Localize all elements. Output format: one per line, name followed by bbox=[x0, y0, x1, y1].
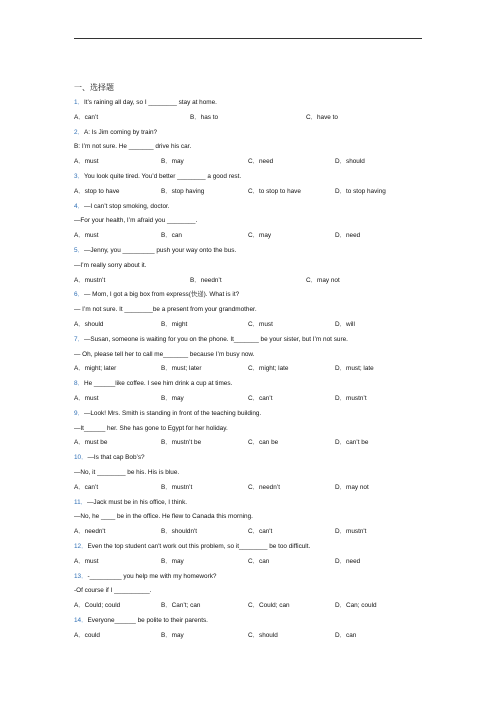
answer-option[interactable]: A．Could; could bbox=[74, 602, 121, 610]
question-stem bbox=[74, 126, 424, 141]
answer-options bbox=[74, 229, 424, 244]
question-dialogue-line bbox=[74, 422, 424, 437]
answer-option[interactable]: B．mustn’t be bbox=[161, 439, 202, 447]
answer-option[interactable]: C．might; late bbox=[248, 365, 289, 373]
question-text: — I’m not sure. It ________be a present from your grandmother. bbox=[74, 306, 257, 314]
answer-option[interactable]: A．must bbox=[74, 232, 99, 240]
question-number: 8． bbox=[74, 380, 84, 388]
question-stem bbox=[74, 570, 424, 585]
question-text: Even the top student can't work out this problem, so it________ be too difficult. bbox=[87, 542, 311, 550]
answer-options bbox=[74, 274, 424, 289]
answer-option[interactable]: C．can't bbox=[248, 528, 273, 536]
answer-option[interactable]: A．must bbox=[74, 394, 99, 402]
question-text: —Jack must be in his office, I think. bbox=[87, 498, 188, 506]
question-text: -_________ you help me with my homework? bbox=[87, 572, 217, 580]
answer-option[interactable]: A．should bbox=[74, 320, 104, 328]
answer-option[interactable]: C．can be bbox=[248, 439, 279, 447]
question-number: 9． bbox=[74, 409, 84, 417]
answer-option[interactable]: C．to stop to have bbox=[248, 187, 301, 195]
question-stem bbox=[74, 244, 424, 259]
answer-option[interactable]: D．can bbox=[335, 631, 357, 639]
question-text: He ______like coffee. I see him drink a cup at times. bbox=[83, 380, 233, 388]
question-text: —It______ her. She has gone to Egypt for her holiday. bbox=[74, 424, 228, 432]
answer-options bbox=[74, 525, 424, 540]
question-stem bbox=[74, 170, 424, 185]
question-text: —I can’t stop smoking, doctor. bbox=[83, 202, 170, 210]
question-number: 12． bbox=[74, 542, 88, 550]
question-number: 3． bbox=[74, 172, 84, 180]
answer-options bbox=[74, 436, 424, 451]
answer-options bbox=[74, 555, 424, 570]
answer-option[interactable]: C．need bbox=[248, 158, 274, 166]
question-number: 4． bbox=[74, 202, 84, 210]
answer-option[interactable]: C．can bbox=[248, 557, 270, 565]
question-number: 14． bbox=[74, 616, 88, 624]
answer-option[interactable]: B．can bbox=[161, 232, 182, 240]
answer-option[interactable]: A．might; later bbox=[74, 365, 117, 373]
answer-option[interactable]: D．may not bbox=[335, 483, 369, 491]
answer-options bbox=[74, 155, 424, 170]
question-text: -Of course if I __________. bbox=[74, 587, 152, 595]
answer-option[interactable]: B．might bbox=[161, 320, 188, 328]
question-text: —No, he ____ be in the office. He flew to Canada this morning. bbox=[74, 513, 253, 521]
answer-options bbox=[74, 362, 424, 377]
question-text: —Jenny, you _________ push your way onto the bus. bbox=[83, 246, 237, 254]
question-text: Everyone______ be polite to their parents. bbox=[87, 616, 208, 624]
answer-option[interactable]: C．have to bbox=[306, 113, 338, 121]
question-number: 11． bbox=[74, 498, 88, 506]
answer-option[interactable]: A．must bbox=[74, 158, 99, 166]
answer-options bbox=[74, 392, 424, 407]
question-number: 5． bbox=[74, 246, 84, 254]
question-stem bbox=[74, 288, 424, 303]
answer-option[interactable]: D．must; late bbox=[335, 365, 374, 373]
answer-option[interactable]: D．Can; could bbox=[335, 602, 377, 610]
answer-option[interactable]: D．will bbox=[335, 320, 355, 328]
answer-option[interactable]: C．should bbox=[248, 631, 278, 639]
question-dialogue-line bbox=[74, 259, 424, 274]
question-stem bbox=[74, 451, 424, 466]
question-text: —For your health, I’m afraid you ________. bbox=[74, 217, 198, 225]
answer-option[interactable]: A．must be bbox=[74, 439, 108, 447]
answer-option[interactable]: A．must bbox=[74, 557, 99, 565]
answer-option[interactable]: A．can’t bbox=[74, 113, 99, 121]
question-number: 7． bbox=[74, 335, 84, 343]
question-text: A: Is Jim coming by train? bbox=[83, 128, 158, 136]
answer-option[interactable]: A．can’t bbox=[74, 483, 99, 491]
answer-options bbox=[74, 111, 424, 126]
question-stem bbox=[74, 496, 424, 511]
question-stem bbox=[74, 614, 424, 629]
answer-option[interactable]: B．may bbox=[161, 394, 184, 402]
question-text: B: I’m not sure. He _______ drive his car. bbox=[74, 143, 192, 151]
question-stem bbox=[74, 200, 424, 215]
answer-option[interactable]: C．must bbox=[248, 320, 273, 328]
answer-option[interactable]: A．could bbox=[74, 631, 100, 639]
question-dialogue-line bbox=[74, 348, 424, 363]
answer-option[interactable]: B．may bbox=[161, 631, 184, 639]
question-list bbox=[74, 82, 424, 643]
section-title: 一、选择题 bbox=[74, 83, 114, 92]
question-text: — Oh, please tell her to call me_______ because I’m busy now. bbox=[74, 350, 255, 358]
question-text: You look quite tired. You’d better ________ a good rest. bbox=[83, 172, 242, 180]
answer-option[interactable]: B．mustn’t bbox=[161, 483, 193, 491]
question-stem bbox=[74, 407, 424, 422]
answer-options bbox=[74, 629, 424, 644]
question-text: —I’m really sorry about it. bbox=[74, 261, 147, 269]
question-number: 2． bbox=[74, 128, 84, 136]
answer-option[interactable]: B．has to bbox=[190, 113, 219, 121]
answer-option[interactable]: D．need bbox=[335, 557, 361, 565]
question-dialogue-line bbox=[74, 584, 424, 599]
answer-option[interactable]: B．needn’t bbox=[190, 276, 222, 284]
question-number: 1． bbox=[74, 99, 84, 106]
answer-option[interactable]: D．need bbox=[335, 232, 361, 240]
answer-option[interactable]: B．stop having bbox=[161, 187, 205, 195]
answer-option[interactable]: B．shouldn't bbox=[161, 528, 198, 536]
answer-option[interactable]: C．may bbox=[248, 232, 272, 240]
question-text: —Look! Mrs. Smith is standing in front of the teaching building. bbox=[83, 409, 262, 417]
answer-option[interactable]: B．Can’t; can bbox=[161, 602, 201, 610]
answer-option[interactable]: B．may bbox=[161, 557, 184, 565]
question-number: 13． bbox=[74, 572, 88, 580]
question-dialogue-line bbox=[74, 466, 424, 481]
question-stem bbox=[74, 333, 424, 348]
answer-options bbox=[74, 318, 424, 333]
answer-options bbox=[74, 599, 424, 614]
question-stem bbox=[74, 540, 424, 555]
answer-option[interactable]: A．stop to have bbox=[74, 187, 120, 195]
question-stem bbox=[74, 377, 424, 392]
question-text: —Susan, someone is waiting for you on the phone. It_______ be your sister, but I’m not sure. bbox=[83, 335, 348, 343]
question-number: 10． bbox=[74, 454, 88, 462]
answer-option[interactable]: C．can’t bbox=[248, 394, 273, 402]
answer-option[interactable]: D．to stop having bbox=[335, 187, 386, 195]
question-text: —Is that cap Bob’s? bbox=[87, 454, 145, 462]
question-text: It’s raining all day, so I ________ stay at home. bbox=[83, 99, 217, 106]
question-dialogue-line bbox=[74, 214, 424, 229]
answer-option[interactable]: B．must; later bbox=[161, 365, 202, 373]
answer-option[interactable]: D．mustn't bbox=[335, 528, 367, 536]
question-number: 6． bbox=[74, 291, 84, 299]
question-stem bbox=[74, 96, 424, 111]
question-dialogue-line bbox=[74, 140, 424, 155]
answer-options bbox=[74, 481, 424, 496]
answer-option[interactable]: C．needn’t bbox=[248, 483, 280, 491]
question-text: —No, it ________ be his. His is blue. bbox=[74, 468, 180, 476]
answer-options bbox=[74, 185, 424, 200]
answer-option[interactable]: C．may not bbox=[306, 276, 340, 284]
answer-option[interactable]: A．mustn’t bbox=[74, 276, 106, 284]
answer-option[interactable]: A．needn't bbox=[74, 528, 106, 536]
answer-option[interactable]: D．should bbox=[335, 158, 365, 166]
question-dialogue-line bbox=[74, 510, 424, 525]
question-text: — Mom, I got a big box from express(快递). What is it? bbox=[83, 291, 240, 299]
answer-option[interactable]: D．mustn’t bbox=[335, 394, 367, 402]
header-rule bbox=[74, 38, 422, 39]
answer-option[interactable]: C．Could; can bbox=[248, 602, 290, 610]
answer-option[interactable]: D．can’t be bbox=[335, 439, 369, 447]
question-dialogue-line bbox=[74, 303, 424, 318]
answer-option[interactable]: B．may bbox=[161, 158, 184, 166]
